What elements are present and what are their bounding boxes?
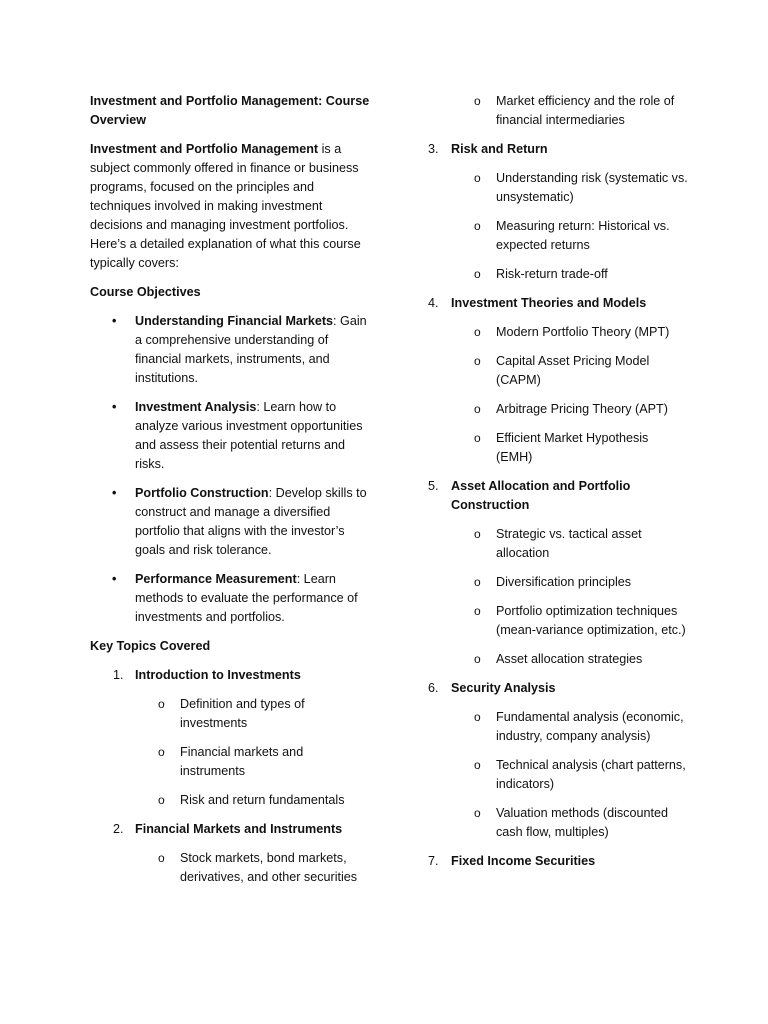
topic-number: 1. (113, 668, 124, 682)
list-item-text: Risk-return trade-off (496, 267, 608, 281)
list-item-text: Capital Asset Pricing Model (CAPM) (496, 354, 650, 387)
list-item (428, 265, 688, 284)
list-item (428, 217, 688, 255)
sub-bullet-icon: o (474, 354, 481, 368)
objective-text: : Develop skills to construct and manage a diversified portfolio that aligns with the investor’s goals and risk tolerance. (135, 486, 367, 557)
objective-text: : Learn methods to evaluate the performance of investments and portfolios. (135, 572, 358, 624)
bullet-icon: • (112, 314, 117, 328)
list-item (428, 804, 688, 842)
topic-number: 5. (428, 479, 439, 493)
list-item (90, 312, 370, 388)
list-item-text: Arbitrage Pricing Theory (APT) (496, 402, 668, 416)
sub-bullet-icon: o (158, 793, 165, 807)
list-item-text: Efficient Market Hypothesis (EMH) (496, 431, 649, 464)
sub-bullet-icon: o (474, 94, 481, 108)
intro-paragraph (90, 140, 370, 273)
topic-number: 2. (113, 822, 124, 836)
sub-bullet-icon: o (474, 219, 481, 233)
topic-5-items (428, 525, 688, 669)
sub-bullet-icon: o (474, 402, 481, 416)
left-column (90, 92, 370, 897)
topic-2-items (90, 849, 370, 887)
right-column (428, 92, 688, 881)
topic-1 (90, 666, 370, 685)
topic-5 (428, 477, 688, 515)
topic-3 (428, 140, 688, 159)
list-item-text: Asset allocation strategies (496, 652, 643, 666)
sub-bullet-icon: o (474, 171, 481, 185)
objectives-list (90, 312, 370, 627)
objective-text: : Gain a comprehensive understanding of financial markets, instruments, and institutions. (135, 314, 367, 385)
topic-6-items (428, 708, 688, 842)
list-item-text: Measuring return: Historical vs. expected returns (496, 219, 670, 252)
topic-4 (428, 294, 688, 313)
sub-bullet-icon: o (474, 267, 481, 281)
topic-title: Fixed Income Securities (451, 854, 596, 868)
objective-term: Performance Measurement (135, 572, 297, 586)
list-item (90, 695, 370, 733)
list-item (428, 169, 688, 207)
sub-bullet-icon: o (474, 710, 481, 724)
list-item-text: Modern Portfolio Theory (MPT) (496, 325, 670, 339)
topic-1-items (90, 695, 370, 810)
list-item-text: Risk and return fundamentals (180, 793, 345, 807)
list-item (428, 756, 688, 794)
sub-bullet-icon: o (474, 652, 481, 666)
list-item-text: Strategic vs. tactical asset allocation (496, 527, 642, 560)
list-item (90, 849, 370, 887)
list-item-text: Valuation methods (discounted cash flow, multiples) (496, 806, 668, 839)
sub-bullet-icon: o (474, 806, 481, 820)
topic-2-items-continued (428, 92, 688, 130)
topic-title: Asset Allocation and Portfolio Construction (451, 479, 631, 512)
topic-number: 3. (428, 142, 439, 156)
list-item (428, 602, 688, 640)
list-item (428, 400, 688, 419)
topic-7 (428, 852, 688, 871)
bullet-icon: • (112, 400, 117, 414)
bullet-icon: • (112, 486, 117, 500)
document-title: Investment and Portfolio Management: Course Overview (90, 94, 370, 127)
list-item-text: Understanding risk (systematic vs. unsystematic) (496, 171, 688, 204)
topic-title: Financial Markets and Instruments (135, 822, 343, 836)
sub-bullet-icon: o (474, 325, 481, 339)
topic-number: 4. (428, 296, 439, 310)
sub-bullet-icon: o (158, 745, 165, 759)
topic-title: Risk and Return (451, 142, 548, 156)
list-item (428, 323, 688, 342)
sub-bullet-icon: o (158, 851, 165, 865)
intro-text: is a subject commonly offered in finance or business programs, focused on the principles and techniques involved in making investment decisions and managing investment portfolios. Here’s a detailed explanation of what this course typically covers: (90, 142, 361, 270)
sub-bullet-icon: o (474, 604, 481, 618)
list-item (90, 398, 370, 474)
objective-term: Understanding Financial Markets (135, 314, 334, 328)
list-item (90, 484, 370, 560)
sub-bullet-icon: o (474, 758, 481, 772)
topic-2 (90, 820, 370, 839)
topics-heading: Key Topics Covered (90, 639, 211, 653)
list-item (428, 525, 688, 563)
sub-bullet-icon: o (474, 575, 481, 589)
list-item-text: Portfolio optimization techniques (mean-variance optimization, etc.) (496, 604, 686, 637)
topic-3-items (428, 169, 688, 284)
sub-bullet-icon: o (474, 527, 481, 541)
list-item (428, 92, 688, 130)
list-item-text: Technical analysis (chart patterns, indicators) (496, 758, 686, 791)
objective-text: : Learn how to analyze various investment opportunities and assess their potential returns and risks. (135, 400, 363, 471)
list-item (428, 429, 688, 467)
list-item (90, 743, 370, 781)
topic-title: Investment Theories and Models (451, 296, 647, 310)
sub-bullet-icon: o (474, 431, 481, 445)
bullet-icon: • (112, 572, 117, 586)
list-item-text: Diversification principles (496, 575, 632, 589)
list-item-text: Definition and types of investments (180, 697, 305, 730)
list-item (90, 791, 370, 810)
topic-number: 7. (428, 854, 439, 868)
topic-title: Security Analysis (451, 681, 556, 695)
objective-term: Portfolio Construction (135, 486, 269, 500)
intro-bold-term: Investment and Portfolio Management (90, 142, 319, 156)
topic-number: 6. (428, 681, 439, 695)
topic-6 (428, 679, 688, 698)
list-item (90, 570, 370, 627)
list-item (428, 650, 688, 669)
topic-4-items (428, 323, 688, 467)
list-item (428, 708, 688, 746)
sub-bullet-icon: o (158, 697, 165, 711)
list-item-text: Fundamental analysis (economic, industry, company analysis) (496, 710, 684, 743)
list-item-text: Stock markets, bond markets, derivatives, and other securities (180, 851, 358, 884)
topic-title: Introduction to Investments (135, 668, 301, 682)
list-item (428, 573, 688, 592)
list-item (428, 352, 688, 390)
list-item-text: Financial markets and instruments (180, 745, 304, 778)
list-item-text: Market efficiency and the role of financial intermediaries (496, 94, 675, 127)
objective-term: Investment Analysis (135, 400, 257, 414)
objectives-heading: Course Objectives (90, 285, 201, 299)
